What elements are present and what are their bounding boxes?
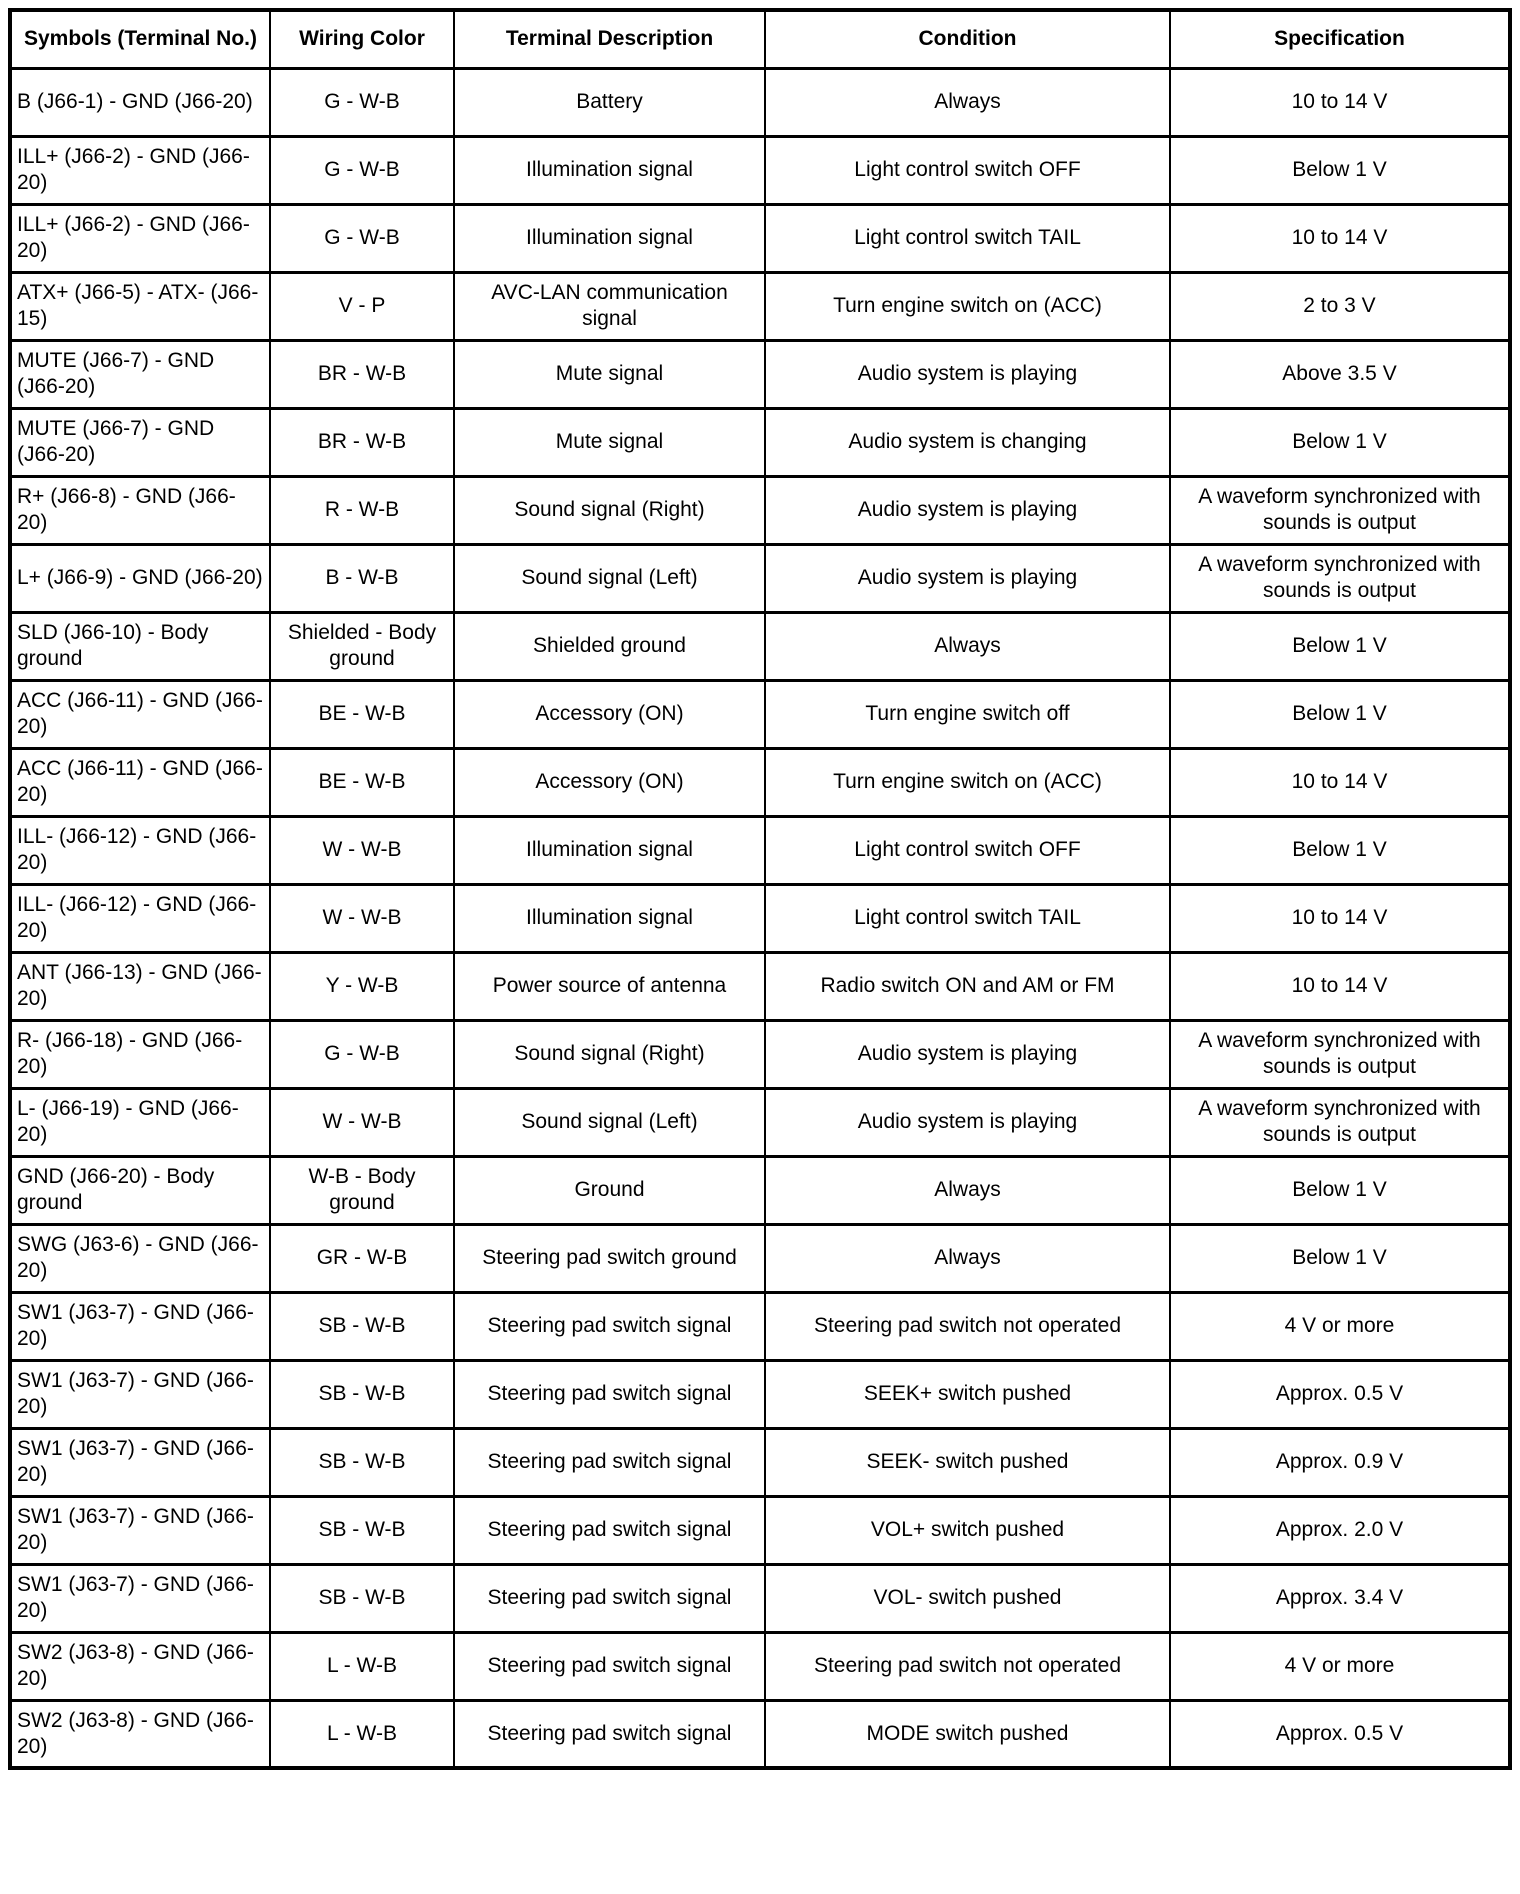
specification-cell: Approx. 2.0 V [1170,1496,1510,1564]
condition-cell: Light control switch TAIL [765,884,1170,952]
description-cell: Shielded ground [454,612,765,680]
symbol-cell: MUTE (J66-7) - GND (J66-20) [10,340,270,408]
table-row [10,748,1510,816]
specification-cell: 10 to 14 V [1170,68,1510,136]
specification-cell: Approx. 0.9 V [1170,1428,1510,1496]
header-row [10,10,1510,68]
specification-cell: 10 to 14 V [1170,952,1510,1020]
table-row [10,68,1510,136]
condition-cell: Turn engine switch on (ACC) [765,748,1170,816]
col-header-condition: Condition [765,10,1170,68]
condition-cell: Audio system is playing [765,1020,1170,1088]
wiring-color-cell: W - W-B [270,1088,454,1156]
wiring-color-cell: V - P [270,272,454,340]
symbol-cell: ILL- (J66-12) - GND (J66-20) [10,884,270,952]
wiring-color-cell: BE - W-B [270,680,454,748]
condition-cell: Audio system is playing [765,340,1170,408]
symbol-cell: SW1 (J63-7) - GND (J66-20) [10,1564,270,1632]
condition-cell: Always [765,1156,1170,1224]
specification-cell: A waveform synchronized with sounds is output [1170,544,1510,612]
condition-cell: Light control switch OFF [765,136,1170,204]
condition-cell: Steering pad switch not operated [765,1292,1170,1360]
condition-cell: Light control switch OFF [765,816,1170,884]
symbol-cell: SW1 (J63-7) - GND (J66-20) [10,1428,270,1496]
table-row [10,1088,1510,1156]
wiring-color-cell: R - W-B [270,476,454,544]
symbol-cell: ATX+ (J66-5) - ATX- (J66-15) [10,272,270,340]
description-cell: Mute signal [454,340,765,408]
condition-cell: Steering pad switch not operated [765,1632,1170,1700]
condition-cell: Always [765,612,1170,680]
symbol-cell: B (J66-1) - GND (J66-20) [10,68,270,136]
description-cell: Illumination signal [454,204,765,272]
table-row [10,680,1510,748]
condition-cell: SEEK- switch pushed [765,1428,1170,1496]
symbol-cell: R- (J66-18) - GND (J66-20) [10,1020,270,1088]
specification-cell: A waveform synchronized with sounds is output [1170,1020,1510,1088]
symbol-cell: R+ (J66-8) - GND (J66-20) [10,476,270,544]
wiring-color-cell: L - W-B [270,1700,454,1768]
table-row [10,1564,1510,1632]
specification-cell: 4 V or more [1170,1632,1510,1700]
specification-cell: A waveform synchronized with sounds is output [1170,476,1510,544]
table-row [10,1632,1510,1700]
symbol-cell: SW1 (J63-7) - GND (J66-20) [10,1360,270,1428]
wiring-color-cell: SB - W-B [270,1428,454,1496]
specification-cell: Approx. 0.5 V [1170,1360,1510,1428]
description-cell: Sound signal (Left) [454,1088,765,1156]
wiring-color-cell: BR - W-B [270,408,454,476]
table-row [10,612,1510,680]
table-row [10,272,1510,340]
specification-cell: Above 3.5 V [1170,340,1510,408]
symbol-cell: GND (J66-20) - Body ground [10,1156,270,1224]
table-row [10,816,1510,884]
specification-cell: 2 to 3 V [1170,272,1510,340]
table-row [10,204,1510,272]
col-header-wiring-color: Wiring Color [270,10,454,68]
description-cell: Illumination signal [454,884,765,952]
table-row [10,476,1510,544]
symbol-cell: ILL+ (J66-2) - GND (J66-20) [10,136,270,204]
symbol-cell: ILL- (J66-12) - GND (J66-20) [10,816,270,884]
condition-cell: Light control switch TAIL [765,204,1170,272]
terminal-spec-table [8,8,1512,1770]
condition-cell: Audio system is playing [765,544,1170,612]
col-header-symbols: Symbols (Terminal No.) [10,10,270,68]
description-cell: Steering pad switch signal [454,1428,765,1496]
condition-cell: Audio system is changing [765,408,1170,476]
description-cell: Steering pad switch signal [454,1700,765,1768]
specification-cell: Below 1 V [1170,680,1510,748]
condition-cell: Turn engine switch on (ACC) [765,272,1170,340]
symbol-cell: SW1 (J63-7) - GND (J66-20) [10,1496,270,1564]
table-row [10,1496,1510,1564]
wiring-color-cell: G - W-B [270,1020,454,1088]
specification-cell: Below 1 V [1170,408,1510,476]
wiring-color-cell: GR - W-B [270,1224,454,1292]
specification-cell: Below 1 V [1170,1224,1510,1292]
wiring-color-cell: G - W-B [270,136,454,204]
specification-cell: 10 to 14 V [1170,748,1510,816]
description-cell: Steering pad switch signal [454,1632,765,1700]
table-row [10,544,1510,612]
col-header-specification: Specification [1170,10,1510,68]
symbol-cell: SWG (J63-6) - GND (J66-20) [10,1224,270,1292]
symbol-cell: SW2 (J63-8) - GND (J66-20) [10,1700,270,1768]
condition-cell: Audio system is playing [765,476,1170,544]
table-row [10,1156,1510,1224]
specification-cell: Below 1 V [1170,1156,1510,1224]
condition-cell: SEEK+ switch pushed [765,1360,1170,1428]
description-cell: Sound signal (Right) [454,476,765,544]
condition-cell: Always [765,1224,1170,1292]
description-cell: Steering pad switch signal [454,1292,765,1360]
wiring-color-cell: W - W-B [270,816,454,884]
description-cell: Accessory (ON) [454,680,765,748]
condition-cell: VOL+ switch pushed [765,1496,1170,1564]
wiring-color-cell: W - W-B [270,884,454,952]
description-cell: AVC-LAN communication signal [454,272,765,340]
table-row [10,1020,1510,1088]
description-cell: Accessory (ON) [454,748,765,816]
specification-cell: A waveform synchronized with sounds is output [1170,1088,1510,1156]
wiring-color-cell: W-B - Body ground [270,1156,454,1224]
description-cell: Illumination signal [454,816,765,884]
symbol-cell: SW2 (J63-8) - GND (J66-20) [10,1632,270,1700]
description-cell: Illumination signal [454,136,765,204]
description-cell: Ground [454,1156,765,1224]
wiring-color-cell: SB - W-B [270,1496,454,1564]
specification-cell: 4 V or more [1170,1292,1510,1360]
description-cell: Steering pad switch signal [454,1564,765,1632]
condition-cell: Turn engine switch off [765,680,1170,748]
symbol-cell: L- (J66-19) - GND (J66-20) [10,1088,270,1156]
condition-cell: MODE switch pushed [765,1700,1170,1768]
description-cell: Sound signal (Right) [454,1020,765,1088]
table-row [10,1700,1510,1768]
symbol-cell: ILL+ (J66-2) - GND (J66-20) [10,204,270,272]
wiring-color-cell: SB - W-B [270,1292,454,1360]
description-cell: Battery [454,68,765,136]
table-row [10,1428,1510,1496]
wiring-color-cell: Shielded - Body ground [270,612,454,680]
table-row [10,1360,1510,1428]
col-header-terminal-description: Terminal Description [454,10,765,68]
description-cell: Steering pad switch signal [454,1496,765,1564]
table-body [10,68,1510,1768]
condition-cell: Radio switch ON and AM or FM [765,952,1170,1020]
wiring-color-cell: B - W-B [270,544,454,612]
symbol-cell: L+ (J66-9) - GND (J66-20) [10,544,270,612]
wiring-color-cell: BE - W-B [270,748,454,816]
symbol-cell: SW1 (J63-7) - GND (J66-20) [10,1292,270,1360]
table-row [10,408,1510,476]
wiring-color-cell: SB - W-B [270,1360,454,1428]
table-row [10,1224,1510,1292]
specification-cell: Below 1 V [1170,612,1510,680]
symbol-cell: ACC (J66-11) - GND (J66-20) [10,748,270,816]
specification-cell: 10 to 14 V [1170,204,1510,272]
table-row [10,952,1510,1020]
wiring-color-cell: Y - W-B [270,952,454,1020]
specification-cell: Approx. 0.5 V [1170,1700,1510,1768]
description-cell: Sound signal (Left) [454,544,765,612]
symbol-cell: MUTE (J66-7) - GND (J66-20) [10,408,270,476]
condition-cell: Always [765,68,1170,136]
description-cell: Power source of antenna [454,952,765,1020]
wiring-color-cell: BR - W-B [270,340,454,408]
specification-cell: Below 1 V [1170,136,1510,204]
specification-cell: 10 to 14 V [1170,884,1510,952]
wiring-color-cell: G - W-B [270,204,454,272]
table-row [10,884,1510,952]
specification-cell: Approx. 3.4 V [1170,1564,1510,1632]
table-row [10,1292,1510,1360]
description-cell: Steering pad switch signal [454,1360,765,1428]
condition-cell: VOL- switch pushed [765,1564,1170,1632]
condition-cell: Audio system is playing [765,1088,1170,1156]
symbol-cell: ANT (J66-13) - GND (J66-20) [10,952,270,1020]
description-cell: Steering pad switch ground [454,1224,765,1292]
table-row [10,136,1510,204]
table-row [10,340,1510,408]
specification-cell: Below 1 V [1170,816,1510,884]
description-cell: Mute signal [454,408,765,476]
wiring-color-cell: SB - W-B [270,1564,454,1632]
wiring-color-cell: L - W-B [270,1632,454,1700]
symbol-cell: SLD (J66-10) - Body ground [10,612,270,680]
wiring-color-cell: G - W-B [270,68,454,136]
symbol-cell: ACC (J66-11) - GND (J66-20) [10,680,270,748]
